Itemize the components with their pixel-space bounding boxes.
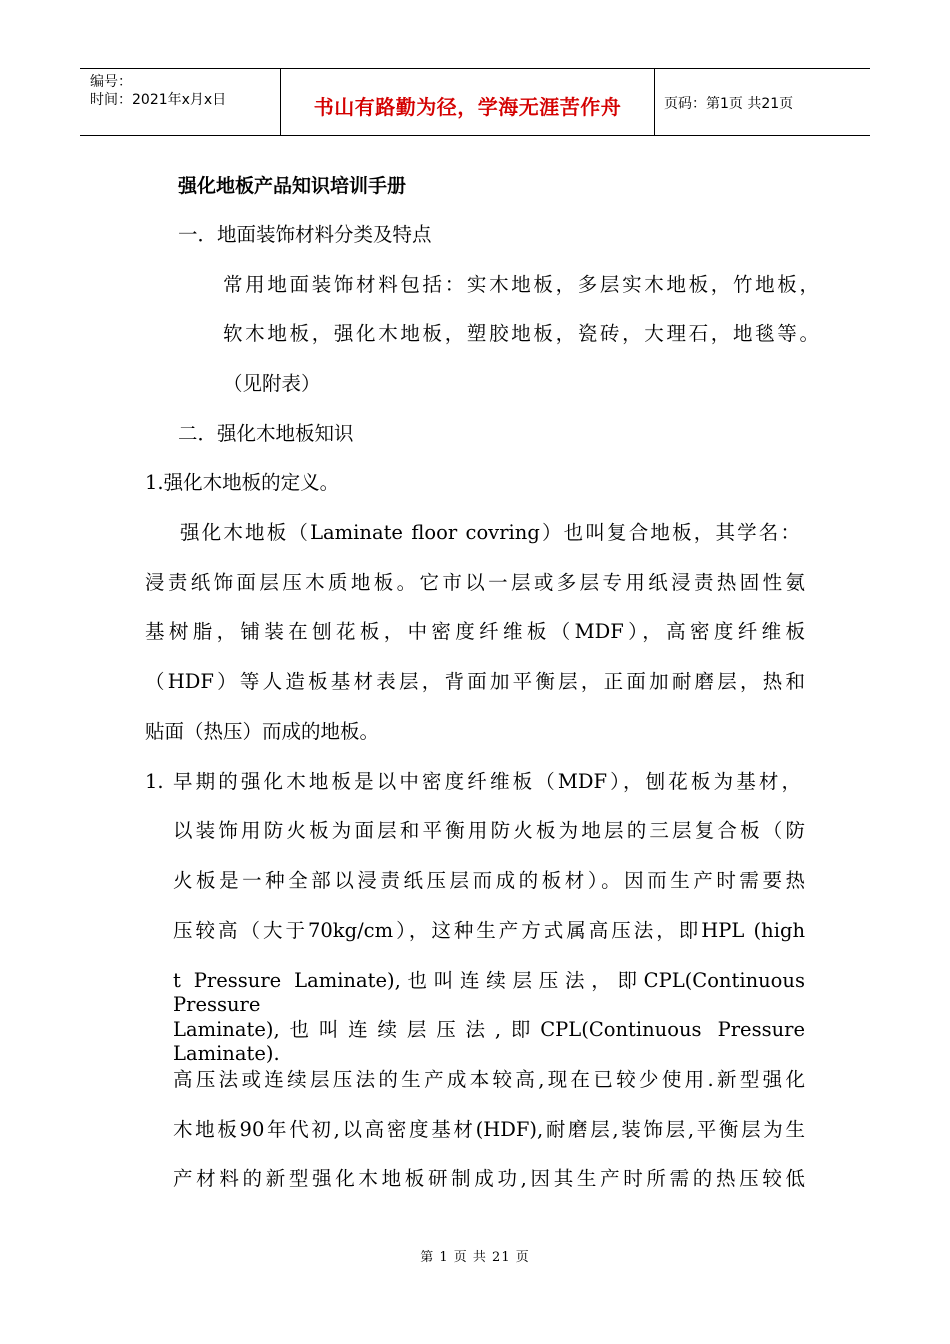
- number-label: 编号：: [90, 74, 132, 90]
- history-line: 以装饰用防火板为面层和平衡用防火板为地层的三层复合板（防: [173, 819, 805, 842]
- list-marker: 1.: [145, 770, 164, 793]
- item1-heading: 1.强化木地板的定义。: [145, 471, 340, 494]
- history-line: Laminate),也叫连续层压法,即CPL(Continuous Pressure Laminate).: [173, 1018, 805, 1065]
- document-header: [80, 68, 870, 136]
- page-info: 页码：第1页 共21页: [664, 96, 794, 112]
- definition-line: （HDF）等人造板基材表层，背面加平衡层，正面加耐磨层，热和: [145, 670, 805, 693]
- section2-heading: 二．强化木地板知识: [178, 422, 354, 445]
- motto-text: 书山有路勤为径，学海无涯苦作舟: [313, 94, 622, 119]
- history-line: t Pressure Laminate),也叫连续层压法，即CPL(Continuous Pressure: [173, 969, 805, 1016]
- section1-paragraph-line: 软木地板，强化木地板，塑胶地板，瓷砖，大理石，地毯等。: [223, 322, 819, 345]
- date-label: 时间：2021年x月x日: [90, 92, 227, 108]
- header-page-cell: [655, 69, 870, 135]
- page-footer: 第 1 页 共 21 页: [420, 1250, 530, 1265]
- history-line: 压较高（大于70kg/cm），这种生产方式属高压法，即HPL (high: [173, 919, 805, 942]
- definition-line: 浸责纸饰面层压木质地板。它市以一层或多层专用纸浸责热固性氨: [145, 571, 805, 594]
- history-line: 高压法或连续层压法的生产成本较高,现在已较少使用.新型强化: [173, 1068, 805, 1091]
- definition-line: 强化木地板（Laminate floor covring）也叫复合地板，其学名：: [180, 521, 800, 544]
- section1-paragraph-line: （见附表）: [223, 372, 321, 395]
- header-motto-cell: [281, 69, 655, 135]
- history-line: 早期的强化木地板是以中密度纤维板（MDF），刨花板为基材，: [173, 770, 801, 793]
- history-line: 木地板90年代初,以高密度基材(HDF),耐磨层,装饰层,平衡层为生: [173, 1118, 805, 1141]
- history-line: 产材料的新型强化木地板研制成功,因其生产时所需的热压较低: [173, 1167, 805, 1190]
- section1-paragraph-line: 常用地面装饰材料包括：实木地板，多层实木地板，竹地板，: [223, 273, 819, 296]
- document-title: 强化地板产品知识培训手册: [178, 175, 407, 197]
- header-meta-cell: [80, 69, 281, 135]
- definition-line: 贴面（热压）而成的地板。: [145, 720, 380, 743]
- section1-heading: 一．地面装饰材料分类及特点: [178, 223, 432, 246]
- definition-line: 基树脂，铺装在刨花板，中密度纤维板（MDF），高密度纤维板: [145, 620, 805, 643]
- history-line: 火板是一种全部以浸责纸压层而成的板材）。因而生产时需要热: [173, 869, 805, 892]
